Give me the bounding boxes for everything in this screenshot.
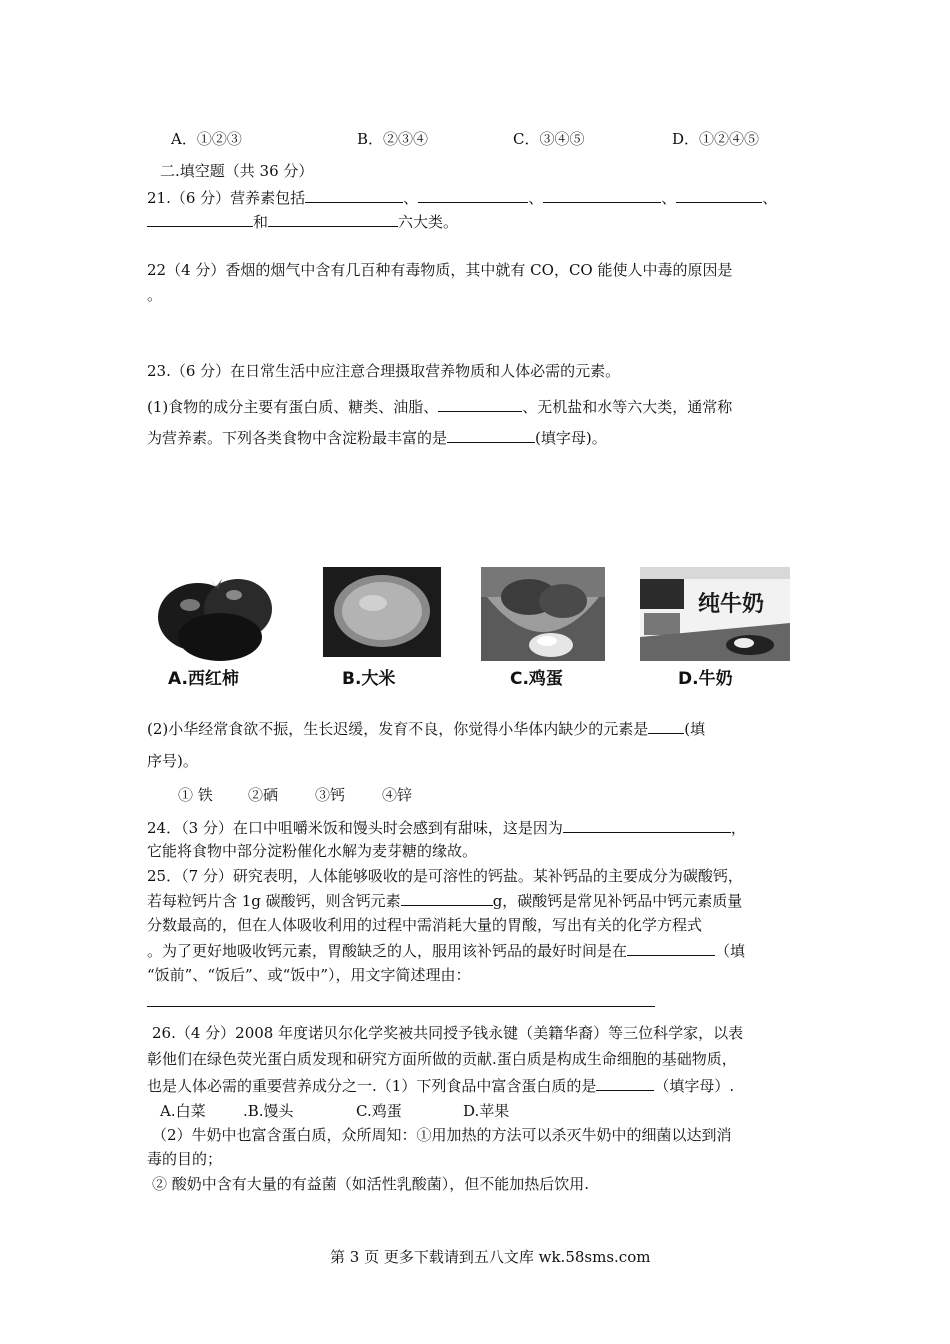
q22-line1: 22（4 分）香烟的烟气中含有几百种有毒物质，其中就有 CO，CO 能使人中毒的原因是 — [147, 261, 733, 279]
q26-line1: 26.（4 分）2008 年度诺贝尔化学奖被共同授予钱永键（美籍华裔）等三位科学家，以表 — [152, 1024, 744, 1042]
answer-blank — [676, 186, 762, 203]
answer-blank — [401, 889, 493, 906]
answer-blank — [648, 717, 684, 734]
answer-blank — [268, 210, 398, 227]
answer-blank — [596, 1074, 654, 1091]
answer-blank — [147, 210, 253, 227]
option-a: A．①②③ — [171, 130, 242, 148]
q21-line2 — [147, 210, 458, 233]
q25-text: （填 — [715, 942, 746, 960]
q23-text: (填字母)。 — [535, 429, 607, 447]
food-label-d: D.牛奶 — [678, 669, 733, 689]
answer-rule — [147, 1006, 655, 1007]
element-option-1: ① 铁 — [178, 786, 213, 804]
egg-photo — [481, 567, 605, 661]
q25-line4 — [147, 939, 745, 962]
q23-part2-line2: 序号)。 — [147, 752, 198, 770]
answer-blank — [438, 395, 522, 412]
q24-text: ， — [730, 819, 746, 837]
section-title: 二.填空题（共 36 分） — [160, 162, 314, 180]
q26-option-d: D.苹果 — [463, 1102, 510, 1120]
q21-line1 — [147, 186, 777, 209]
q26-option-b: .B.馒头 — [243, 1102, 294, 1120]
q21-prefix: 21.（6 分）营养素包括 — [147, 189, 306, 207]
answer-blank — [418, 186, 528, 203]
answer-blank — [543, 186, 661, 203]
q24-line2: 它能将食物中部分淀粉催化水解为麦芽糖的缘故。 — [147, 842, 478, 860]
separator: 、 — [403, 189, 419, 207]
milk-pack-text: 纯牛奶 — [698, 592, 765, 617]
option-b: B．②③④ — [357, 130, 429, 148]
q26-text: 也是人体必需的重要营养成分之一.（1）下列食品中富含蛋白质的是 — [147, 1077, 597, 1095]
food-label-c: C.鸡蛋 — [510, 669, 563, 689]
q26-text: （填字母）. — [654, 1077, 735, 1095]
q26-line5: （2）牛奶中也富含蛋白质，众所周知：①用加热的方法可以杀灭牛奶中的细菌以达到消 — [152, 1126, 732, 1144]
q23-text: 为营养素。下列各类食物中含淀粉最丰富的是 — [147, 429, 448, 447]
q25-line1: 25．（7 分）研究表明，人体能够吸收的是可溶性的钙盐。某补钙品的主要成分为碳酸钙， — [147, 867, 743, 885]
separator: 、 — [661, 189, 677, 207]
food-label-b: B.大米 — [342, 669, 396, 689]
option-c: C．③④⑤ — [513, 130, 585, 148]
element-option-3: ③钙 — [315, 786, 346, 804]
answer-blank — [563, 816, 731, 833]
q25-text: 。为了更好地吸收钙元素，胃酸缺乏的人，服用该补钙品的最好时间是在 — [147, 942, 628, 960]
q23-text: (填 — [684, 720, 706, 738]
q23-part2-line1 — [147, 717, 705, 740]
milk-photo — [640, 567, 790, 661]
q25-line3: 分数最高的，但在人体吸收利用的过程中需消耗大量的胃酸，写出有关的化学方程式 — [147, 916, 703, 934]
q23-part1-line2 — [147, 426, 607, 449]
q25-line5: “饭前”、“饭后”、或“饭中”），用文字简述理由： — [147, 966, 471, 984]
q26-line3 — [147, 1074, 734, 1097]
q26-line6: 毒的目的； — [147, 1150, 223, 1168]
q25-text: g，碳酸钙是常见补钙品中钙元素质量 — [492, 892, 743, 910]
element-option-2: ②硒 — [248, 786, 279, 804]
q23-text: (1)食物的成分主要有蛋白质、糖类、油脂、 — [147, 398, 439, 416]
rice-photo — [323, 567, 441, 661]
answer-blank — [447, 426, 535, 443]
q26-option-a: A.白菜 — [160, 1102, 206, 1120]
q26-option-c: C.鸡蛋 — [356, 1102, 402, 1120]
q21-suffix: 六大类。 — [398, 213, 459, 231]
q25-text: 若每粒钙片含 1g 碳酸钙，则含钙元素 — [147, 892, 401, 910]
food-label-a: A.西红柿 — [168, 669, 239, 689]
q23-part1-line1 — [147, 395, 732, 418]
q26-line7: ② 酸奶中含有大量的有益菌（如活性乳酸菌），但不能加热后饮用. — [152, 1175, 590, 1193]
q22-line2: 。 — [147, 286, 163, 304]
page-footer: 第 3 页 更多下载请到五八文库 wk.58sms.com — [330, 1248, 651, 1266]
q21-and: 和 — [253, 213, 269, 231]
separator: 、 — [762, 189, 778, 207]
q23-text: (2)小华经常食欲不振，生长迟缓，发育不良，你觉得小华体内缺少的元素是 — [147, 720, 649, 738]
q26-line2: 彰他们在绿色荧光蛋白质发现和研究方面所做的贡献.蛋白质是构成生命细胞的基础物质， — [147, 1050, 737, 1068]
q24-text: 24．（3 分）在口中咀嚼米饭和馒头时会感到有甜味，这是因为 — [147, 819, 563, 837]
answer-blank — [305, 186, 403, 203]
answer-blank — [627, 939, 715, 956]
q23-text: 、无机盐和水等六大类，通常称 — [522, 398, 733, 416]
q23-intro: 23.（6 分）在日常生活中应注意合理摄取营养物质和人体必需的元素。 — [147, 362, 621, 380]
q25-line2 — [147, 889, 742, 912]
tomato-photo — [150, 567, 280, 661]
option-d: D．①②④⑤ — [672, 130, 760, 148]
element-option-4: ④锌 — [382, 786, 413, 804]
q24-line1 — [147, 816, 746, 839]
separator: 、 — [528, 189, 544, 207]
